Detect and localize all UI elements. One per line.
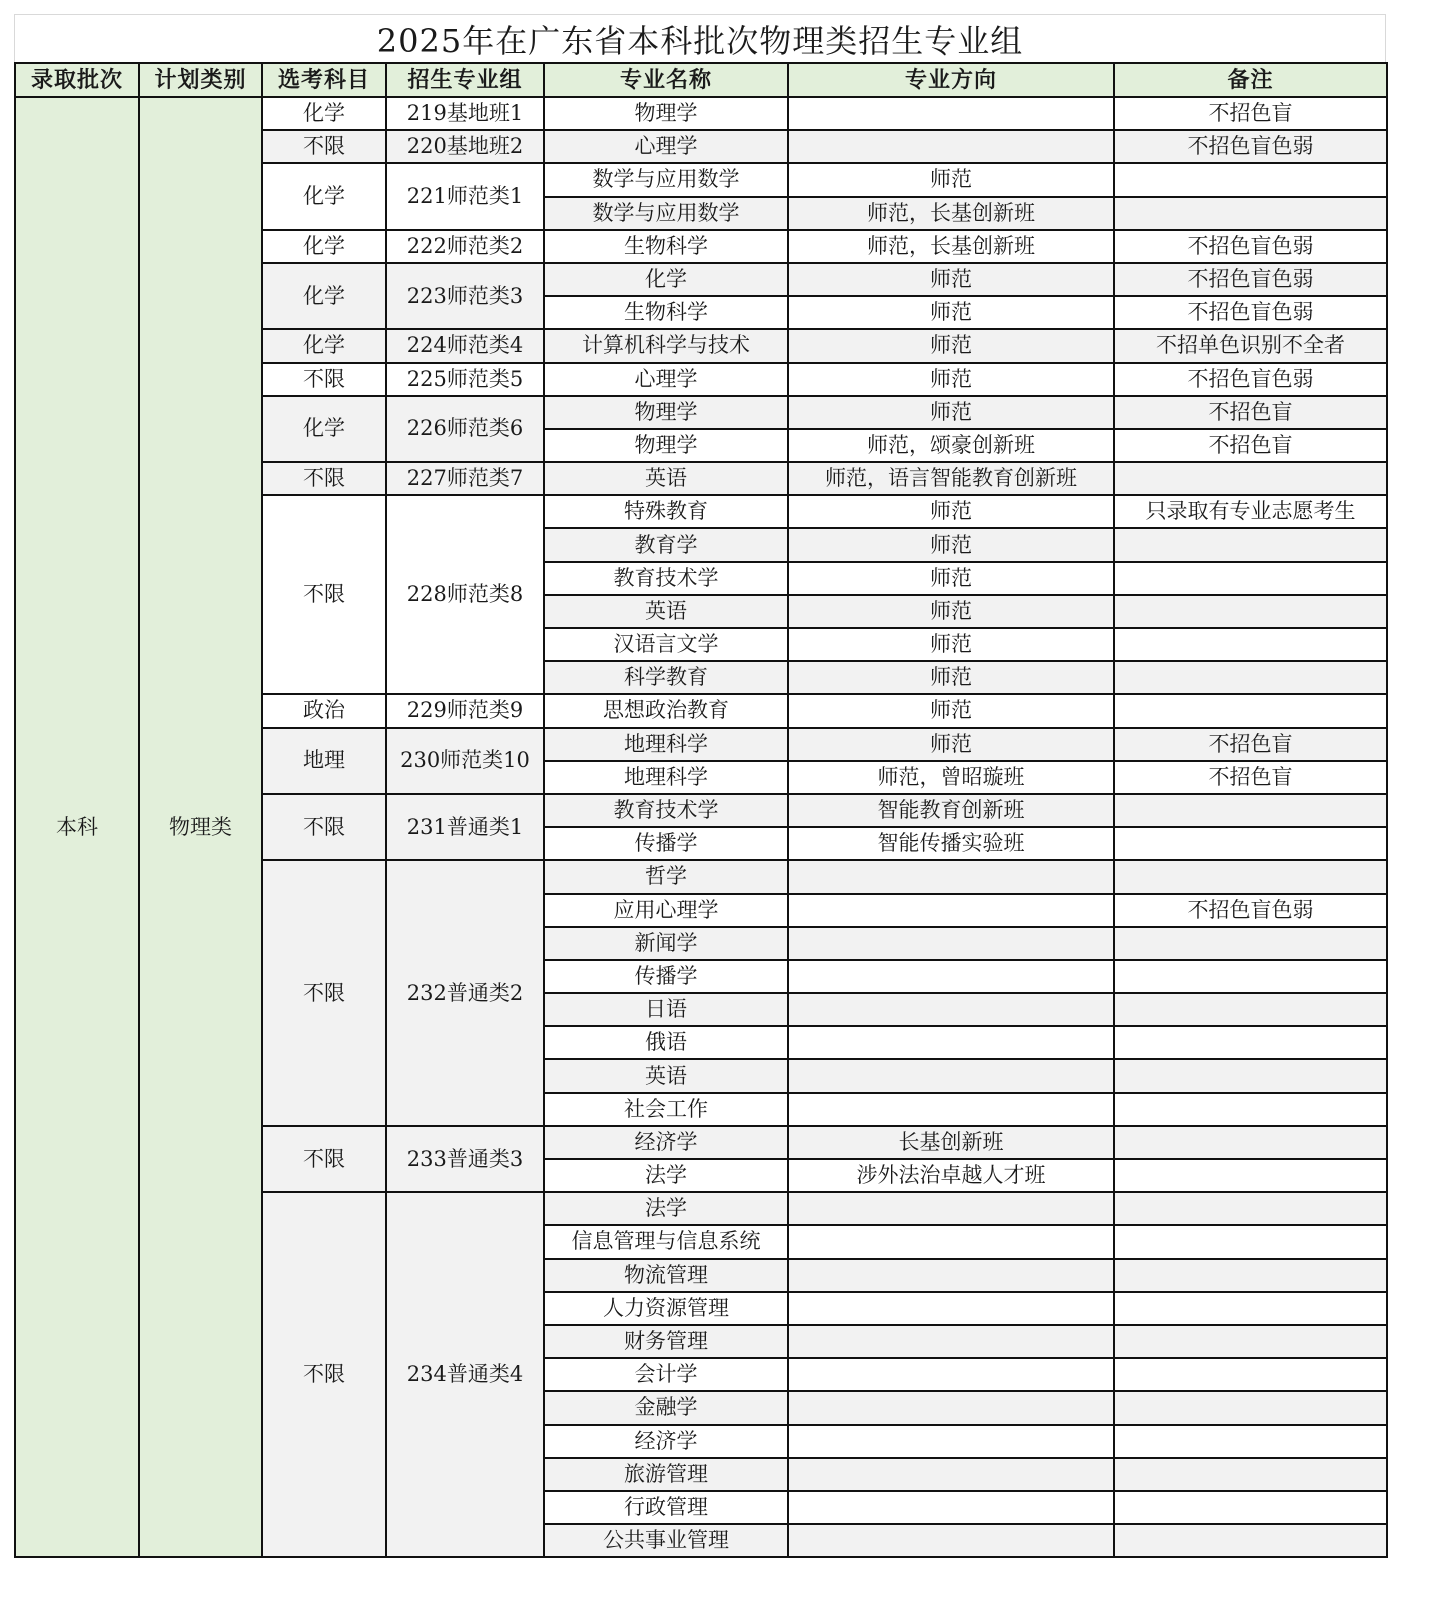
major-name-cell: 汉语言文学 — [544, 628, 788, 661]
major-name-cell: 物理学 — [544, 396, 788, 429]
major-name-cell: 科学教育 — [544, 661, 788, 694]
direction-cell — [788, 894, 1114, 927]
subject-cell: 不限 — [262, 130, 386, 163]
major-name-cell: 计算机科学与技术 — [544, 329, 788, 362]
admissions-sheet — [14, 14, 1386, 1558]
major-name-cell: 人力资源管理 — [544, 1292, 788, 1325]
note-cell — [1114, 1425, 1387, 1458]
major-name-cell: 传播学 — [544, 960, 788, 993]
note-cell — [1114, 860, 1387, 893]
note-cell: 不招色盲 — [1114, 728, 1387, 761]
subject-cell: 化学 — [262, 97, 386, 130]
note-cell: 不招色盲色弱 — [1114, 894, 1387, 927]
major-name-cell: 数学与应用数学 — [544, 197, 788, 230]
major-group-cell: 232普通类2 — [386, 860, 544, 1126]
note-cell — [1114, 960, 1387, 993]
header-subject: 选考科目 — [262, 63, 386, 97]
note-cell — [1114, 927, 1387, 960]
major-name-cell: 金融学 — [544, 1391, 788, 1424]
major-name-cell: 教育学 — [544, 528, 788, 561]
major-name-cell: 地理科学 — [544, 761, 788, 794]
major-name-cell: 新闻学 — [544, 927, 788, 960]
note-cell — [1114, 1225, 1387, 1258]
direction-cell: 师范 — [788, 728, 1114, 761]
subject-cell: 不限 — [262, 1126, 386, 1192]
major-name-cell: 数学与应用数学 — [544, 163, 788, 196]
major-name-cell: 生物科学 — [544, 296, 788, 329]
major-group-cell: 219基地班1 — [386, 97, 544, 130]
direction-cell: 师范，曾昭璇班 — [788, 761, 1114, 794]
direction-cell — [788, 97, 1114, 130]
direction-cell — [788, 1524, 1114, 1557]
sheet-title: 2025年在广东省本科批次物理类招生专业组 — [14, 14, 1386, 62]
major-group-cell: 223师范类3 — [386, 263, 544, 329]
major-name-cell: 旅游管理 — [544, 1458, 788, 1491]
major-name-cell: 经济学 — [544, 1126, 788, 1159]
direction-cell — [788, 860, 1114, 893]
direction-cell: 师范 — [788, 163, 1114, 196]
subject-cell: 不限 — [262, 860, 386, 1126]
header-batch: 录取批次 — [15, 63, 139, 97]
major-name-cell: 化学 — [544, 263, 788, 296]
major-group-cell: 224师范类4 — [386, 329, 544, 362]
direction-cell — [788, 1425, 1114, 1458]
direction-cell — [788, 130, 1114, 163]
major-name-cell: 应用心理学 — [544, 894, 788, 927]
subject-cell: 化学 — [262, 230, 386, 263]
note-cell — [1114, 628, 1387, 661]
note-cell: 不招单色识别不全者 — [1114, 329, 1387, 362]
major-group-cell: 230师范类10 — [386, 728, 544, 794]
note-cell — [1114, 1259, 1387, 1292]
major-name-cell: 经济学 — [544, 1425, 788, 1458]
subject-cell: 地理 — [262, 728, 386, 794]
note-cell: 只录取有专业志愿考生 — [1114, 495, 1387, 528]
direction-cell — [788, 1225, 1114, 1258]
major-name-cell: 社会工作 — [544, 1093, 788, 1126]
major-name-cell: 特殊教育 — [544, 495, 788, 528]
direction-cell: 智能传播实验班 — [788, 827, 1114, 860]
direction-cell: 师范 — [788, 396, 1114, 429]
direction-cell: 师范 — [788, 296, 1114, 329]
direction-cell: 涉外法治卓越人才班 — [788, 1159, 1114, 1192]
major-group-cell: 222师范类2 — [386, 230, 544, 263]
major-name-cell: 教育技术学 — [544, 794, 788, 827]
note-cell — [1114, 1325, 1387, 1358]
direction-cell: 师范 — [788, 661, 1114, 694]
direction-cell — [788, 1391, 1114, 1424]
direction-cell: 长基创新班 — [788, 1126, 1114, 1159]
note-cell — [1114, 1093, 1387, 1126]
direction-cell: 师范，长基创新班 — [788, 197, 1114, 230]
subject-cell: 政治 — [262, 694, 386, 727]
note-cell — [1114, 1192, 1387, 1225]
major-name-cell: 会计学 — [544, 1358, 788, 1391]
table-body — [15, 97, 1387, 1557]
note-cell: 不招色盲色弱 — [1114, 263, 1387, 296]
note-cell — [1114, 794, 1387, 827]
note-cell — [1114, 197, 1387, 230]
note-cell — [1114, 1126, 1387, 1159]
note-cell — [1114, 827, 1387, 860]
header-major-group: 招生专业组 — [386, 63, 544, 97]
header-note: 备注 — [1114, 63, 1387, 97]
direction-cell: 师范 — [788, 562, 1114, 595]
subject-cell: 化学 — [262, 329, 386, 362]
major-group-cell: 225师范类5 — [386, 363, 544, 396]
direction-cell — [788, 1259, 1114, 1292]
admissions-table — [14, 62, 1388, 1558]
note-cell: 不招色盲 — [1114, 429, 1387, 462]
plan-type-cell: 物理类 — [139, 97, 262, 1557]
header-major-name: 专业名称 — [544, 63, 788, 97]
major-group-cell: 227师范类7 — [386, 462, 544, 495]
direction-cell: 师范 — [788, 363, 1114, 396]
major-group-cell: 234普通类4 — [386, 1192, 544, 1557]
direction-cell — [788, 1491, 1114, 1524]
note-cell: 不招色盲 — [1114, 761, 1387, 794]
direction-cell: 师范，颂豪创新班 — [788, 429, 1114, 462]
major-group-cell: 221师范类1 — [386, 163, 544, 229]
note-cell — [1114, 1458, 1387, 1491]
direction-cell — [788, 960, 1114, 993]
subject-cell: 化学 — [262, 396, 386, 462]
direction-cell — [788, 1059, 1114, 1092]
major-group-cell: 226师范类6 — [386, 396, 544, 462]
note-cell: 不招色盲 — [1114, 97, 1387, 130]
note-cell — [1114, 562, 1387, 595]
subject-cell: 不限 — [262, 363, 386, 396]
subject-cell: 不限 — [262, 462, 386, 495]
subject-cell: 不限 — [262, 495, 386, 694]
direction-cell: 师范 — [788, 495, 1114, 528]
subject-cell: 不限 — [262, 794, 386, 860]
direction-cell: 师范，长基创新班 — [788, 230, 1114, 263]
major-name-cell: 法学 — [544, 1159, 788, 1192]
major-name-cell: 物理学 — [544, 429, 788, 462]
major-name-cell: 生物科学 — [544, 230, 788, 263]
direction-cell — [788, 1093, 1114, 1126]
major-name-cell: 心理学 — [544, 130, 788, 163]
table-row — [15, 97, 1387, 130]
direction-cell: 师范，语言智能教育创新班 — [788, 462, 1114, 495]
note-cell: 不招色盲色弱 — [1114, 363, 1387, 396]
note-cell — [1114, 163, 1387, 196]
major-group-cell: 233普通类3 — [386, 1126, 544, 1192]
direction-cell: 师范 — [788, 628, 1114, 661]
subject-cell: 不限 — [262, 1192, 386, 1557]
major-name-cell: 心理学 — [544, 363, 788, 396]
batch-cell: 本科 — [15, 97, 139, 1557]
major-name-cell: 英语 — [544, 1059, 788, 1092]
direction-cell — [788, 1192, 1114, 1225]
major-name-cell: 物理学 — [544, 97, 788, 130]
subject-cell: 化学 — [262, 263, 386, 329]
direction-cell — [788, 993, 1114, 1026]
major-group-cell: 228师范类8 — [386, 495, 544, 694]
note-cell — [1114, 1491, 1387, 1524]
header-direction: 专业方向 — [788, 63, 1114, 97]
subject-cell: 化学 — [262, 163, 386, 229]
note-cell — [1114, 462, 1387, 495]
direction-cell: 师范 — [788, 528, 1114, 561]
note-cell — [1114, 1159, 1387, 1192]
note-cell — [1114, 1026, 1387, 1059]
major-name-cell: 教育技术学 — [544, 562, 788, 595]
note-cell — [1114, 528, 1387, 561]
major-name-cell: 哲学 — [544, 860, 788, 893]
direction-cell — [788, 1458, 1114, 1491]
major-name-cell: 行政管理 — [544, 1491, 788, 1524]
major-name-cell: 信息管理与信息系统 — [544, 1225, 788, 1258]
note-cell: 不招色盲色弱 — [1114, 230, 1387, 263]
major-name-cell: 英语 — [544, 462, 788, 495]
major-group-cell: 231普通类1 — [386, 794, 544, 860]
major-name-cell: 财务管理 — [544, 1325, 788, 1358]
major-name-cell: 地理科学 — [544, 728, 788, 761]
major-name-cell: 英语 — [544, 595, 788, 628]
major-name-cell: 日语 — [544, 993, 788, 1026]
note-cell — [1114, 1524, 1387, 1557]
direction-cell — [788, 1358, 1114, 1391]
note-cell: 不招色盲色弱 — [1114, 296, 1387, 329]
note-cell — [1114, 694, 1387, 727]
note-cell — [1114, 1358, 1387, 1391]
major-name-cell: 俄语 — [544, 1026, 788, 1059]
note-cell — [1114, 595, 1387, 628]
note-cell — [1114, 993, 1387, 1026]
major-name-cell: 传播学 — [544, 827, 788, 860]
major-group-cell: 220基地班2 — [386, 130, 544, 163]
direction-cell: 师范 — [788, 263, 1114, 296]
header-row — [15, 63, 1387, 97]
header-plan-type: 计划类别 — [139, 63, 262, 97]
major-group-cell: 229师范类9 — [386, 694, 544, 727]
direction-cell — [788, 1325, 1114, 1358]
note-cell — [1114, 1391, 1387, 1424]
note-cell — [1114, 1059, 1387, 1092]
direction-cell: 师范 — [788, 329, 1114, 362]
major-name-cell: 公共事业管理 — [544, 1524, 788, 1557]
note-cell: 不招色盲色弱 — [1114, 130, 1387, 163]
note-cell — [1114, 1292, 1387, 1325]
note-cell: 不招色盲 — [1114, 396, 1387, 429]
major-name-cell: 思想政治教育 — [544, 694, 788, 727]
direction-cell: 师范 — [788, 595, 1114, 628]
major-name-cell: 法学 — [544, 1192, 788, 1225]
note-cell — [1114, 661, 1387, 694]
direction-cell — [788, 927, 1114, 960]
direction-cell — [788, 1026, 1114, 1059]
direction-cell: 智能教育创新班 — [788, 794, 1114, 827]
direction-cell — [788, 1292, 1114, 1325]
major-name-cell: 物流管理 — [544, 1259, 788, 1292]
direction-cell: 师范 — [788, 694, 1114, 727]
